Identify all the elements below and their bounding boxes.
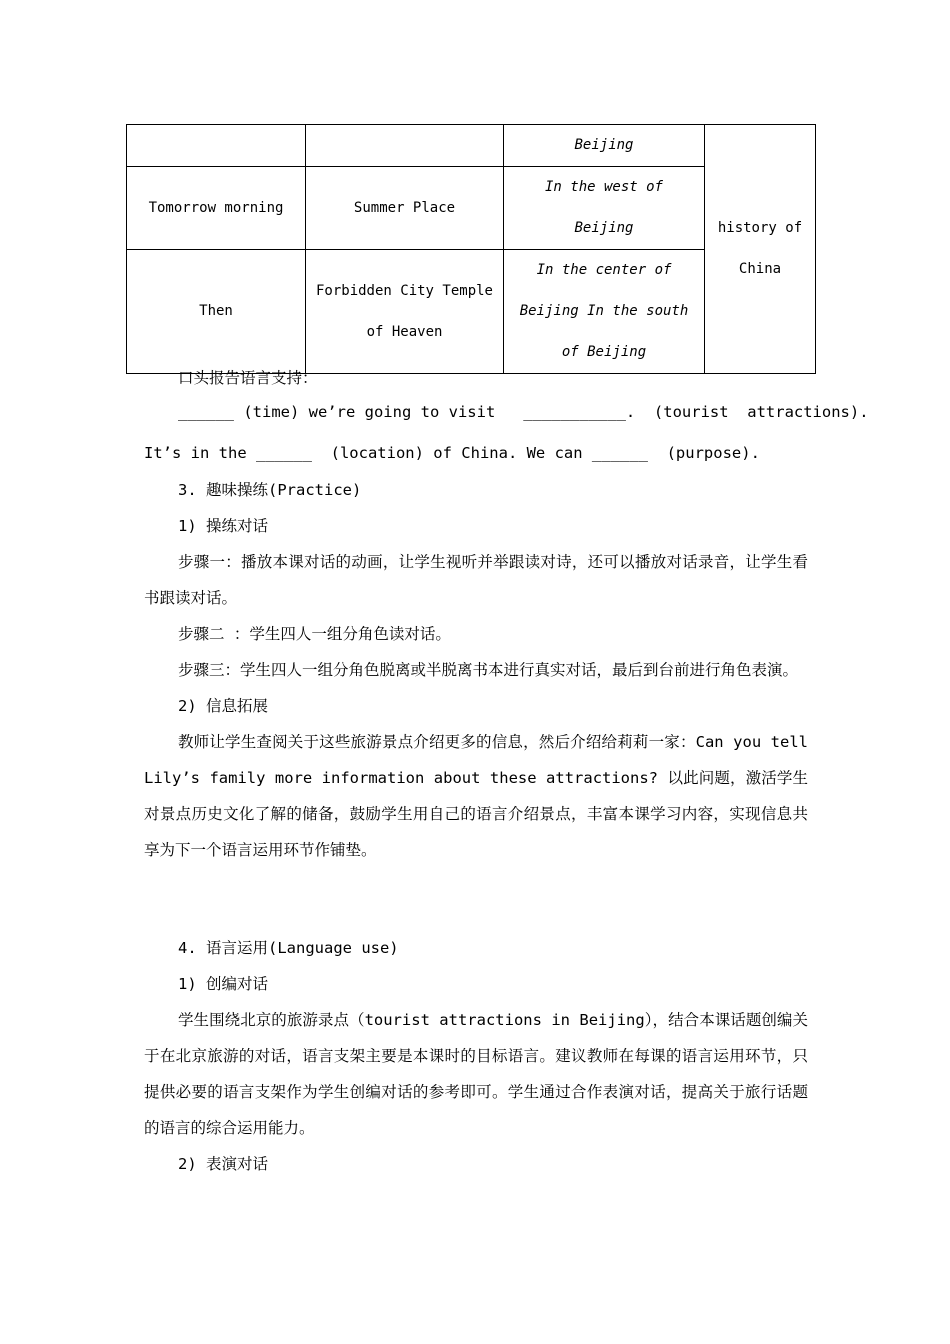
support-section — [144, 360, 808, 396]
language-use-sub-2: 2) 表演对话 — [178, 1155, 268, 1173]
table-cell-location: In the west of Beijing — [504, 167, 705, 250]
practice-step-3: 步骤三：学生四人一组分角色脱离或半脱离书本进行真实对话，最后到台前进行角色表演。 — [178, 661, 799, 679]
practice-step-2: 步骤二 ：学生四人一组分角色读对话。 — [178, 625, 451, 643]
language-use-body: 学生围绕北京的旅游录点（tourist attractions in Beijing），结合本课话题创编关于在北京旅游的对话，语言支架主要是本课时的目标语言。建议教师在每课的语言运用环节，只提供必要的语言支架作为学生创编对话的参考即可。学生通过合作表演对话，提高关于旅行话题的语言的综合运用能力。 — [144, 1011, 808, 1137]
table-cell-place — [306, 125, 504, 167]
practice-sub-1: 1) 操练对话 — [178, 517, 268, 535]
table-cell-location: Beijing — [504, 125, 705, 167]
table-row — [127, 125, 816, 167]
practice-section — [144, 472, 808, 868]
practice-sub-2: 2) 信息拓展 — [178, 697, 268, 715]
attractions-table — [126, 124, 816, 374]
table-cell-place: Forbidden City Temple of Heaven — [306, 250, 504, 374]
practice-heading: 3. 趣味操练(Practice) — [178, 481, 362, 499]
support-heading: 口头报告语言支持： — [178, 369, 318, 387]
language-use-section — [144, 930, 808, 1182]
support-line-1: ______ (time) we’re going to visit ___________. (tourist attractions). — [178, 403, 869, 421]
table-cell-time: Tomorrow morning — [127, 167, 306, 250]
table-cell-time: Then — [127, 250, 306, 374]
table-cell-location: In the center of Beijing In the south of Beijing — [504, 250, 705, 374]
language-use-heading: 4. 语言运用(Language use) — [178, 939, 399, 957]
table-cell-time — [127, 125, 306, 167]
table-cell-place: Summer Place — [306, 167, 504, 250]
language-use-sub-1: 1) 创编对话 — [178, 975, 268, 993]
practice-step-1: 步骤一：播放本课对话的动画，让学生视听并举跟读对诗，还可以播放对话录音，让学生看书跟读对话。 — [144, 553, 808, 607]
practice-info: 教师让学生查阅关于这些旅游景点介绍更多的信息，然后介绍给莉莉一家：Can you tell Lily’s family more information about these attractions? 以此问题，激活学生对景点历史文化了解的储备，鼓励学生用自己的语言介绍景点，丰富本课学习内容，实现信息共享为下一个语言运用环节作铺垫。 — [144, 733, 808, 859]
support-line-2: It’s in the ______ (location) of China. We can ______ (purpose). — [144, 444, 760, 462]
table-cell-purpose: history of China — [705, 125, 816, 374]
